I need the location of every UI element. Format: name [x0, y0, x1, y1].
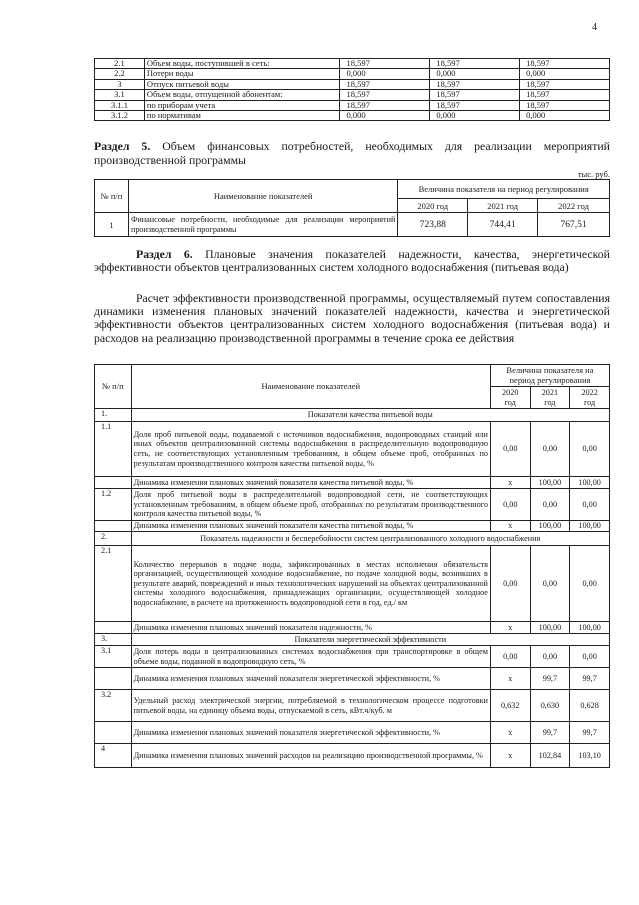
row-value-2021: 0,00 — [530, 489, 570, 521]
row-num: 3.1.2 — [95, 111, 145, 121]
row-num: 2.2 — [95, 69, 145, 79]
row-num: 2.1 — [95, 546, 132, 622]
row-value-2020: 0,00 — [490, 646, 530, 668]
row-value-2022: 18,597 — [520, 59, 610, 69]
row-value-2022: 767,51 — [538, 213, 610, 237]
header-year: 2022 год — [538, 199, 610, 213]
row-num — [95, 521, 132, 532]
row-num — [95, 668, 132, 690]
row-value-2022: 18,597 — [520, 90, 610, 100]
row-name: по приборам учета — [144, 100, 340, 110]
row-value-2020: 0,632 — [490, 690, 530, 722]
section-num: 2. — [95, 532, 132, 546]
row-num: 2.1 — [95, 59, 145, 69]
header-name: Наименование показателей — [131, 365, 490, 409]
row-num: 1.2 — [95, 489, 132, 521]
row-value-2021: 99,7 — [530, 722, 570, 744]
row-value-2021: 100,00 — [530, 477, 570, 489]
row-name: Объем воды, поступившей в сеть: — [144, 59, 340, 69]
row-value-2022: 18,597 — [520, 100, 610, 110]
header-year: 2020 год — [398, 199, 468, 213]
table-row — [95, 489, 610, 521]
section-6-label: Раздел 6. — [136, 247, 193, 261]
table-row — [95, 422, 610, 477]
section-5-heading — [94, 140, 610, 167]
row-num — [95, 477, 132, 489]
header-year-2022: 2022 год — [570, 387, 610, 409]
row-value-2021: 0,000 — [430, 111, 520, 121]
page-number: 4 — [592, 22, 597, 33]
row-num: 1 — [95, 213, 129, 237]
row-num: 4 — [95, 744, 132, 768]
row-value-2021: 744,41 — [468, 213, 538, 237]
row-value-2020: 18,597 — [340, 90, 430, 100]
row-value-2020: 0,00 — [490, 546, 530, 622]
row-value-2022: 100,00 — [570, 622, 610, 634]
table-row — [95, 69, 610, 79]
row-name: Динамика изменения плановых значений показателя качества питьевой воды, % — [131, 521, 490, 532]
row-name: Динамика изменения плановых значений показателя энергетической эффективности, % — [131, 668, 490, 690]
row-value-2022: 100,00 — [570, 477, 610, 489]
header-num: № п/п — [95, 180, 129, 213]
row-value-2021: 0,630 — [530, 690, 570, 722]
row-num — [95, 722, 132, 744]
row-name: Динамика изменения плановых значений показателя качества питьевой воды, % — [131, 477, 490, 489]
row-value-2020: 18,597 — [340, 59, 430, 69]
row-value-2022: 0,00 — [570, 546, 610, 622]
row-num: 3 — [95, 79, 145, 89]
row-value-2020: 0,00 — [490, 422, 530, 477]
row-name: Финансовые потребности, необходимые для реализации мероприятий производственной программы — [128, 213, 397, 237]
indicators-table — [94, 364, 610, 768]
row-value-2021: 99,7 — [530, 668, 570, 690]
header-year-2020: 2020 год — [490, 387, 530, 409]
section-6-paragraph: Расчет эффективности производственной программы, осуществляемый путем сопоставления динамики изменения плановых значений показателей надежности, качества и энергетической эффективности объектов централизованных систем холодного водоснабжения (питьевая вода) и расходов на реализацию производственной программы в течение срока ее действия — [94, 291, 610, 345]
row-value-2020: 0,00 — [490, 489, 530, 521]
row-num: 3.2 — [95, 690, 132, 722]
header-period: Величина показателя на период регулирования — [398, 180, 610, 199]
row-num — [95, 622, 132, 634]
row-num: 3.1.1 — [95, 100, 145, 110]
table-row — [95, 546, 610, 622]
row-value-2022: 18,597 — [520, 79, 610, 89]
header-period: Величина показателя на период регулирования — [490, 365, 609, 387]
row-value-2022: 0,00 — [570, 489, 610, 521]
row-name: Удельный расход электрической энергии, потребляемой в технологическом процессе подготовки питьевой воды, на единицу объема воды, отпускаемой в сеть, кВт.ч/куб. м — [131, 690, 490, 722]
row-value-2020: х — [490, 521, 530, 532]
row-value-2020: х — [490, 622, 530, 634]
row-value-2020: х — [490, 744, 530, 768]
row-value-2021: 18,597 — [430, 90, 520, 100]
row-name: по нормативам — [144, 111, 340, 121]
row-value-2022: 99,7 — [570, 722, 610, 744]
row-value-2020: 18,597 — [340, 79, 430, 89]
table-row — [95, 79, 610, 89]
row-value-2021: 0,000 — [430, 69, 520, 79]
row-value-2021: 0,00 — [530, 546, 570, 622]
row-name: Доля потерь воды в централизованных системах водоснабжения при транспортировке в общем объеме воды, поданной в водопроводную сеть, % — [131, 646, 490, 668]
row-value-2021: 0,00 — [530, 646, 570, 668]
header-year-2021: 2021 год — [530, 387, 570, 409]
row-value-2021: 100,00 — [530, 622, 570, 634]
row-value-2021: 102,84 — [530, 744, 570, 768]
row-value-2022: 99,7 — [570, 668, 610, 690]
section-num: 1. — [95, 409, 132, 422]
table-row — [95, 59, 610, 69]
water-balance-table — [94, 58, 610, 121]
row-value-2022: 100,00 — [570, 521, 610, 532]
row-value-2022: 0,000 — [520, 69, 610, 79]
section-6-title: Плановые значения показателей надежности, качества, энергетической эффективности объектов централизованных систем холодного водоснабжения (питьевая вода) — [94, 247, 610, 275]
row-num: 3.1 — [95, 90, 145, 100]
row-value-2021: 18,597 — [430, 59, 520, 69]
table-row — [95, 722, 610, 744]
table-row — [95, 668, 610, 690]
section-num: 3. — [95, 634, 132, 646]
table-row — [95, 646, 610, 668]
row-value-2020: х — [490, 722, 530, 744]
row-value-2022: 0,628 — [570, 690, 610, 722]
row-value-2022: 103,10 — [570, 744, 610, 768]
row-name: Доля проб питьевой воды, подаваемой с источников водоснабжения, водопроводных станций или иных объектов централизованной системы водоснабжения в распределительную водопроводную сеть, не соответствующих установленным требованиям, в общем объеме проб, отобранных по результатам производственного контроля качества питьевой воды, % — [131, 422, 490, 477]
row-value-2020: 0,000 — [340, 111, 430, 121]
row-value-2021: 100,00 — [530, 521, 570, 532]
row-num: 3.1 — [95, 646, 132, 668]
row-name: Динамика изменения плановых значений показателя энергетической эффективности, % — [131, 722, 490, 744]
row-value-2021: 0,00 — [530, 422, 570, 477]
header-num: № п/п — [95, 365, 132, 409]
row-name: Количество перерывов в подаче воды, зафиксированных в местах исполнения обязательств организацией, осуществляющей холодное водоснабжение, по подаче холодной воды, возникших в результате аварий, повреждений и иных технологических нарушений на объектах централизованной системы холодного водоснабжения, принадлежащих организации, осуществляющей холодное водоснабжение, в расчете на протяженность водопроводной сети в год, ед./ км — [131, 546, 490, 622]
section-title: Показатели энергетической эффективности — [131, 634, 609, 646]
row-value-2020: х — [490, 477, 530, 489]
section-title: Показатель надежности и бесперебойности систем централизованного холодного водоснабжения — [131, 532, 609, 546]
row-name: Потери воды — [144, 69, 340, 79]
header-year: 2021 год — [468, 199, 538, 213]
table-row — [95, 90, 610, 100]
row-value-2020: х — [490, 668, 530, 690]
dynamics-row — [95, 622, 610, 634]
dynamics-row — [95, 477, 610, 489]
row-name: Доля проб питьевой воды в распределительной водопроводной сети, не соответствующих установленным требованиям, в общем объеме проб, отобранных по результатам производственного контроля качества питьевой воды, % — [131, 489, 490, 521]
section-row — [95, 634, 610, 646]
unit-label: тыс. руб. — [577, 169, 610, 179]
row-name: Объем воды, отпущенной абонентам: — [144, 90, 340, 100]
dynamics-row — [95, 521, 610, 532]
row-value-2022: 0,00 — [570, 422, 610, 477]
row-name: Динамика изменения плановых значений показателя надежности, % — [131, 622, 490, 634]
section-5-label: Раздел 5. — [94, 139, 151, 153]
table-row — [95, 690, 610, 722]
row-value-2021: 18,597 — [430, 100, 520, 110]
table-row — [95, 744, 610, 768]
row-name: Динамика изменения плановых значений расходов на реализацию производственной программы, % — [131, 744, 490, 768]
row-value-2021: 18,597 — [430, 79, 520, 89]
row-value-2020: 18,597 — [340, 100, 430, 110]
header-name: Наименование показателей — [128, 180, 397, 213]
table-row — [95, 111, 610, 121]
section-row — [95, 532, 610, 546]
section-5-title: Объем финансовых потребностей, необходимых для реализации мероприятий производственной программы — [94, 139, 610, 167]
section-title: Показатели качества питьевой воды — [131, 409, 609, 422]
section-row — [95, 409, 610, 422]
row-num: 1.1 — [95, 422, 132, 477]
row-value-2022: 0,00 — [570, 646, 610, 668]
table-row — [95, 100, 610, 110]
row-name: Отпуск питьевой воды — [144, 79, 340, 89]
financial-needs-table — [94, 179, 610, 237]
row-value-2020: 723,88 — [398, 213, 468, 237]
section-6-heading — [94, 248, 610, 274]
row-value-2022: 0,000 — [520, 111, 610, 121]
row-value-2020: 0,000 — [340, 69, 430, 79]
